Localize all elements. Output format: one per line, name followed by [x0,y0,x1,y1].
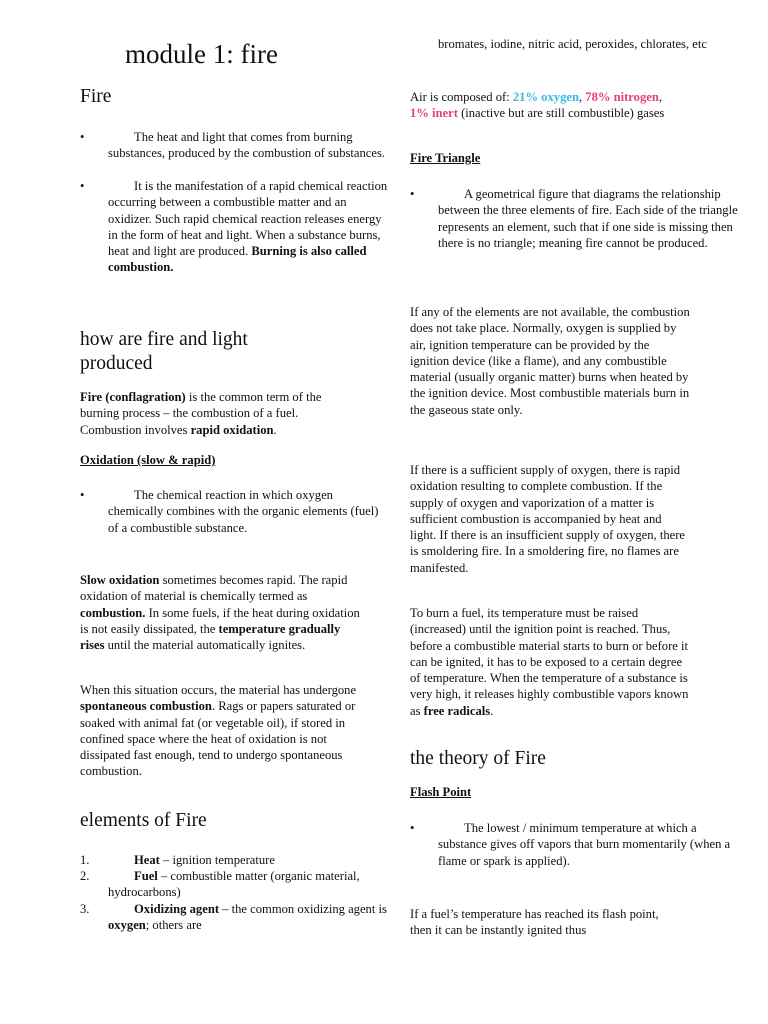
fire-definition-2: It is the manifestation of a rapid chemical reaction occurring between a combustible matter and an oxidizer. Such rapid chemical reaction releases energy in the form of heat and light. When a substance burns, heat and light are produced. Burning is also called combustion. [108,179,388,275]
bullet-marker: • [410,821,415,835]
bullet-marker: • [80,179,85,193]
list-item: 1. Heat – ignition temperature [80,853,275,867]
bullet-marker: • [80,130,85,144]
document-title: module 1: fire [125,39,278,69]
fire-triangle-definition: A geometrical figure that diagrams the relationship between the three elements of fire. Each side of the triangle represents an element, such that if one side is missing then there is no triangle; meaning fire cannot be produced. [438,187,738,250]
list-item [410,186,738,251]
subheading-fire-triangle: Fire Triangle [410,151,481,165]
list-item [80,129,388,162]
bullet-marker: • [80,488,85,502]
list-item [80,178,388,276]
bullet-marker: • [410,187,415,201]
list-item [410,820,738,869]
list-item: 2. Fuel – combustible matter (organic material, hydrocarbons) [80,869,360,900]
paragraph-elements-availability: If any of the elements are not available, the combustion does not take place. Normally, oxygen is supplied by air, ignition temperature can be provided by the ignition device (like a flame), and any combustible material (usually organic matter) burns when heated by the ignition device. Most combustible materials burn in the gaseous state only. [410,305,690,417]
list-item [80,487,388,536]
heading-theory-of-fire: the theory of Fire [410,748,546,769]
paragraph-conflagration: Fire (conflagration) is the common term of the burning process – the combustion of a fuel. Combustion involves rapid oxidation. [80,390,322,437]
paragraph-flash-point: If a fuel’s temperature has reached its flash point, then it can be instantly ignited thus [410,907,659,938]
fire-definition-1: The heat and light that comes from burning substances, produced by the combustion of substances. [108,130,386,161]
oxidation-definition: The chemical reaction in which oxygen chemically combines with the organic elements (fuel) of a combustible substance. [108,488,379,535]
heading-elements: elements of Fire [80,810,207,831]
paragraph-burn-fuel: To burn a fuel, its temperature must be raised (increased) until the ignition point is reached. Thus, before a combustible material starts to burn or before it can be ignited, it has to be exposed to a certain degree of temperature. When the temperature of a substance is very high, it releases highly combustible vapors known as free radicals. [410,606,689,718]
subheading-oxidation: Oxidation (slow & rapid) [80,453,216,467]
paragraph-oxygen-supply: If there is a sufficient supply of oxygen, there is rapid oxidation resulting to complete combustion. If the supply of oxygen and vaporization of a matter is sufficient combustion is accompanied by heat and light. If there is an insufficient supply of oxygen, there is smoldering fire. In a smoldering fire, no flames are manifested. [410,463,686,575]
subheading-flash-point: Flash Point [410,785,472,799]
list-item: 3. Oxidizing agent – the common oxidizing agent is oxygen; others are [80,902,387,933]
heading-fire: Fire [80,86,112,107]
heading-how-produced: how are fire and light produced [80,329,248,374]
paragraph-spontaneous: When this situation occurs, the material has undergone spontaneous combustion. Rags or papers saturated or soaked with animal fat (or vegetable oil), if stored in confined space where the heat of oxidation is not dissipated fast enough, tend to undergo spontaneous combustion. [80,683,357,779]
paragraph-air-composition: Air is composed of: 21% oxygen, 78% nitrogen, 1% inert (inactive but are still combustible) gases [410,90,665,121]
paragraph-slow-oxidation: Slow oxidation sometimes becomes rapid. The rapid oxidation of material is chemically termed as combustion. In some fuels, if the heat during oxidation is not easily dissipated, the temperature gradually rises until the material automatically ignites. [80,573,360,653]
flash-point-definition: The lowest / minimum temperature at which a substance gives off vapors that burn momentarily (when a flame or spark is applied). [438,821,731,868]
oxidizers-continued: bromates, iodine, nitric acid, peroxides, chlorates, etc [438,37,707,51]
